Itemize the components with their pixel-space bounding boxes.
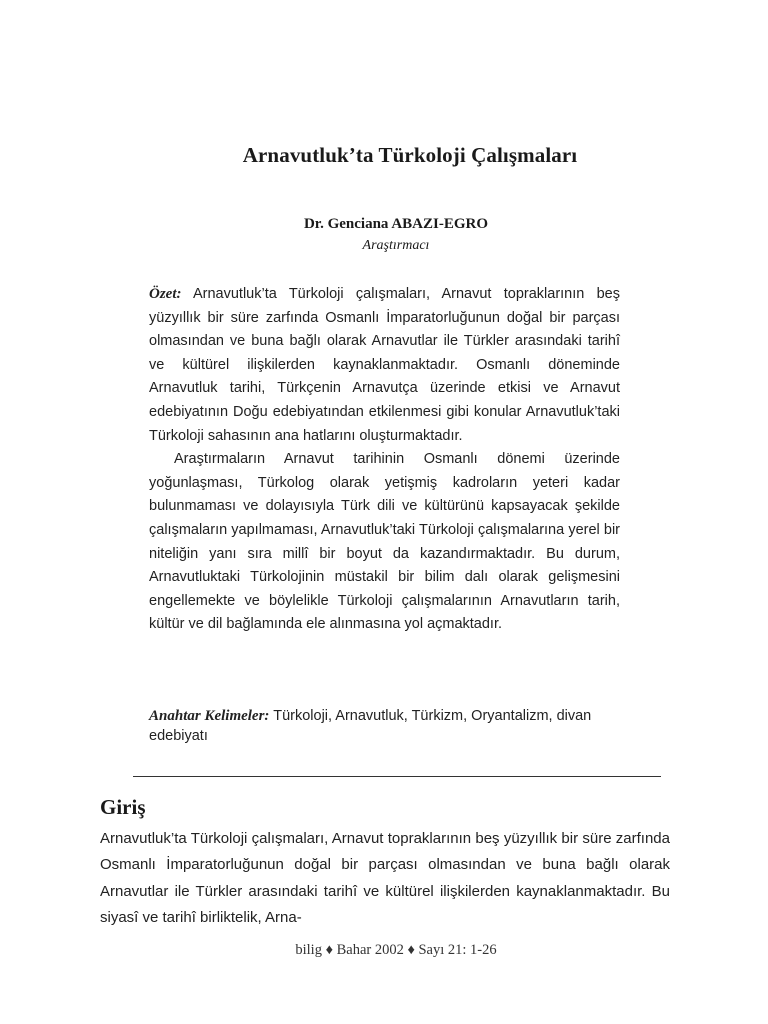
section-heading: Giriş <box>100 795 146 819</box>
keywords-label: Anahtar Kelimeler: <box>149 708 270 724</box>
abstract-text-1: Arnavutluk’ta Türkoloji çalışmaları, Arnavut topraklarının beş yüzyıllık bir süre zarfında Osmanlı İmparatorluğunun doğal bir parçası olmasından ve buna bağlı olarak Arnavutlar ile Türkler arasındaki tarihî ve kültürel ilişkilerden kaynaklanmaktadır. Osmanlı döneminde Arnavutluk tarihi, Türkçenin Arnavutça üzerinde etkisi ve Arnavut edebiyatının Doğu edebiyatından etkilenmesi gibi konular Arnavutluk’taki Türkoloji sahasının ana hatlarını oluşturmaktadır. <box>149 286 620 444</box>
author-name: Dr. Genciana ABAZI-EGRO <box>303 216 489 232</box>
abstract-paragraph-2: Araştırmaların Arnavut tarihinin Osmanlı dönemi üzerinde yoğunlaşması, Türkolog olarak yetişmiş kadroların yeteri kadar bulunmaması ve dolayısıyla Türk dili ve kültürünü kapsayacak şekilde çalışmaların yapılmaması, Arnavutluk’taki Türkoloji çalışmalarına yerel bir niteliğin yanı sıra millî bir boyut da kazandırmaktadır. Bu durum, Arnavutluktaki Türkolojinin müstakil bir bilim dalı olarak gelişmesini engellemekte ve böylelikle Türkoloji çalışmalarının Arnavutların tarih, kültür ve dil bağlamında ele alınmasına yol açmaktadır. <box>149 451 620 633</box>
page-footer: bilig ♦ Bahar 2002 ♦ Sayı 21: 1-26 <box>295 942 497 958</box>
keywords-text: Türkoloji, Arnavutluk, Türkizm, Oryantalizm, divan edebiyatı <box>149 708 592 744</box>
body-paragraph: Arnavutluk’ta Türkoloji çalışmaları, Arnavut topraklarının beş yüzyıllık bir süre zarfında Osmanlı İmparatorluğunun doğal bir parçası olmasından ve buna bağlı olarak Arnavutlar ile Türkler arasındaki tarihî ve kültürel ilişkilerden kaynaklanmaktadır. Bu siyasî ve tarihî birliktelik, Arna- <box>100 830 670 926</box>
section-divider <box>133 776 661 777</box>
page-title: Arnavutluk’ta Türkoloji Çalışmaları <box>242 143 578 167</box>
body-text <box>100 826 670 931</box>
abstract-label: Özet: <box>149 286 182 302</box>
abstract <box>149 283 620 637</box>
author-affiliation: Araştırmacı <box>362 238 430 253</box>
keywords <box>149 706 629 746</box>
abstract-paragraph-1 <box>149 283 620 448</box>
